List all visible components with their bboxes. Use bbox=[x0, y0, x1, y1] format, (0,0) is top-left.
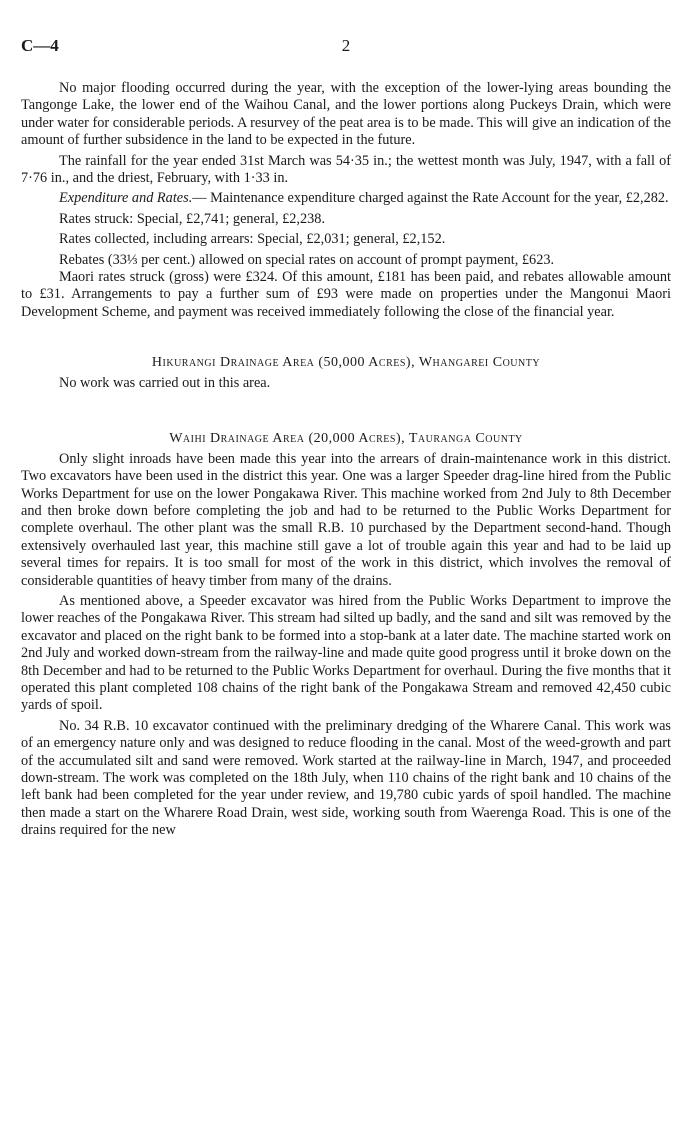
expenditure-label: Expenditure and Rates. bbox=[59, 190, 193, 207]
page-header bbox=[21, 36, 671, 60]
paragraph-rainfall: The rainfall for the year ended 31st March was 54·35 in.; the wettest month was July, 1947, with a fall of 7·76 in., and the driest, February, with 1·33 in. bbox=[21, 152, 671, 187]
rates-collected: Rates collected, including arrears: Special, £2,031; general, £2,152. bbox=[59, 231, 446, 248]
rates-rebates: Rebates (33⅓ per cent.) allowed on special rates on account of prompt payment, £623. bbox=[59, 251, 555, 268]
paragraph-hikurangi: No work was carried out in this area. bbox=[59, 375, 271, 392]
expenditure-text: — Maintenance expenditure charged against the Rate Account for the year, £2,282. bbox=[192, 190, 669, 207]
paragraph-flooding: No major flooding occurred during the year, with the exception of the lower-lying areas bounding the Tangonge Lake, the lower end of the Waihou Canal, and the lower portions along Puckeys Drain, which were under water for considerable periods. A resurvey of the peat area is to be made. This will give an indication of the amount of further subsidence in the land to be expected in the future. bbox=[21, 80, 671, 149]
page-number: 2 bbox=[341, 36, 351, 55]
maori-rates: Maori rates struck (gross) were £324. Of this amount, £181 has been paid, and rebates allowable amount to £31. Arrangements to pay a further sum of £93 were made on properties under the Mangonui Maori Development Scheme, and payment was received immediately following the close of the financial year. bbox=[21, 269, 671, 320]
heading-waihi: Waihi Drainage Area (20,000 Acres), Tauranga County bbox=[169, 430, 523, 446]
document-reference: C—4 bbox=[21, 36, 59, 55]
paragraph-expenditure bbox=[21, 190, 671, 207]
paragraph-waihi-1: Only slight inroads have been made this year into the arrears of drain-maintenance work in this district. Two excavators have been used in the district this year. One was a larger Speeder drag-line hired from the Public Works Department for use on the lower Pongakawa River. This machine worked from 2nd July to 8th December and then broke down before completing the job and had to be returned to the Public Works Department for complete overhaul. The other plant was the small R.B. 10 purchased by the Department second-hand. Though extensively overhauled last year, this machine still gave a lot of trouble again this year and had to be laid up several times for repairs. It is too small for most of the work in this district, which involves the removal of considerable quantities of heavy timber from many of the drains. bbox=[21, 450, 671, 589]
document-page bbox=[21, 36, 671, 840]
heading-hikurangi: Hikurangi Drainage Area (50,000 Acres), Whangarei County bbox=[151, 355, 541, 371]
paragraph-waihi-3: No. 34 R.B. 10 excavator continued with the preliminary dredging of the Wharere Canal. This work was of an emergency nature only and was designed to reduce flooding in the canal. Most of the weed-growth and part of the accumulated silt and sand were removed. Work started at the railway-line in March, 1947, and proceeded down-stream. The work was completed on the 18th July, when 110 chains of the right bank and 10 chains of the left bank had been completed for the year under review, and 19,780 cubic yards of spoil handled. The machine then made a start on the Wharere Road Drain, west side, working south from Waerenga Road. This is one of the drains required for the new bbox=[21, 717, 671, 839]
paragraph-waihi-2: As mentioned above, a Speeder excavator was hired from the Public Works Department to improve the lower reaches of the Pongakawa River. This stream had silted up badly, and the sand and silt was removed by the excavator and placed on the right bank to be formed into a stop-bank at a later date. The machine started work on 2nd July and worked down-stream from the railway-line and made quite good progress until it broke down on the 8th December and had to be returned to the Public Works Department for overhaul. During the five months that it operated this plant completed 108 chains of the right bank of the Pongakawa Stream and removed 42,450 cubic yards of spoil. bbox=[21, 592, 671, 714]
rates-struck: Rates struck: Special, £2,741; general, £2,238. bbox=[59, 210, 326, 227]
